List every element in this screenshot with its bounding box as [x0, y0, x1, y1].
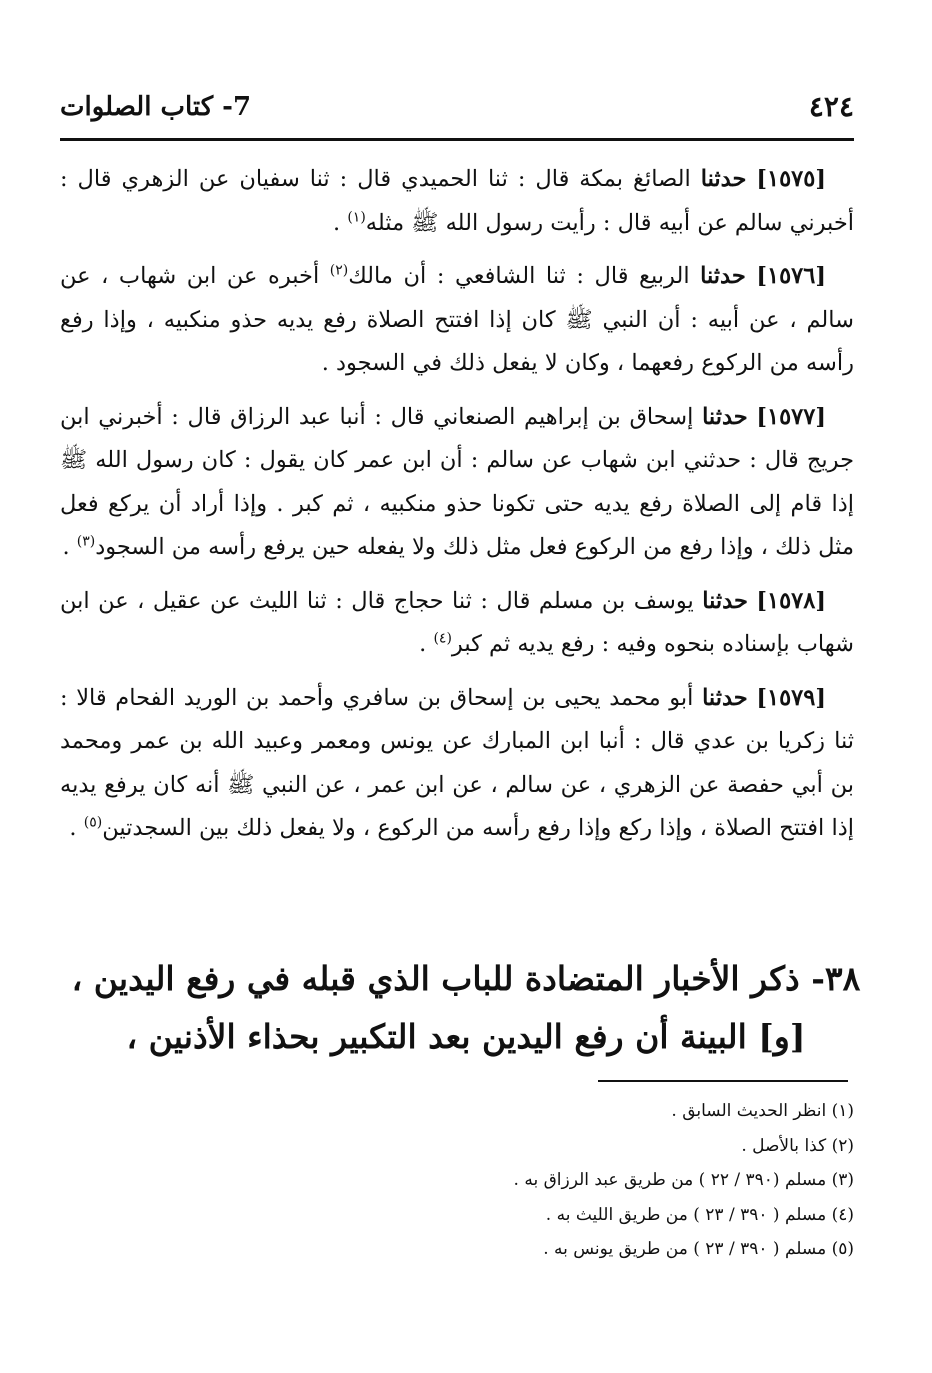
section-heading-line-1: ٣٨- ذكر الأخبار المتضادة للباب الذي قبله في رفع اليدين ، — [71, 959, 861, 998]
hadith-text: إسحاق بن إبراهيم الصنعاني قال : أنبا عبد الرزاق قال : أخبرني ابن جريج قال : حدثني ابن شهاب عن سالم : أن ابن عمر كان يقول : كان رسول الله ﷺ إذا قام إلى الصلاة رفع يديه حتى تكونا حذو منكبيه ، ثم كبر . وإذا أراد أن يركع فعل مثل ذلك ، وإذا رفع من الركوع فعل مثل ذلك ولا يفعله حين يرفع رأسه من السجود — [60, 403, 854, 560]
footnote-5: (٥) مسلم ( ٣٩٠ / ٢٣ ) من طريق يونس به . — [543, 1239, 854, 1259]
footnote-ref: (٢) — [329, 262, 349, 279]
chapter-title: 7- كتاب الصلوات — [60, 92, 252, 122]
page-header — [60, 86, 854, 141]
footnote-divider — [598, 1080, 848, 1082]
hadith-number: [١٥٧٨] — [756, 587, 826, 614]
hadith-number: [١٥٧٧] — [756, 403, 827, 430]
hadith-text: الصائغ بمكة قال : ثنا الحميدي قال : ثنا سفيان عن الزهري قال : أخبرني سالم عن أبيه قال : رأيت رسول الله ﷺ مثله — [60, 166, 854, 236]
hadith-lead: حدثنا — [700, 166, 747, 192]
hadith-tail: . — [62, 534, 77, 560]
hadith-1575 — [60, 158, 854, 245]
page-number: ٤٢٤ — [808, 90, 854, 123]
hadith-tail: أخبره عن ابن شهاب ، عن سالم ، عن أبيه : أن النبي ﷺ كان إذا افتتح الصلاة رفع يديه حذو منكبيه ، وإذا رفع رأسه من الركوع رفعهما ، وكان لا يفعل ذلك في السجود . — [60, 263, 854, 376]
hadith-lead: حدثنا — [702, 587, 748, 614]
hadith-text: الربيع قال : ثنا الشافعي : أن مالك — [348, 263, 690, 289]
hadith-tail: . — [419, 631, 434, 657]
hadith-1577 — [60, 396, 854, 570]
hadith-lead: حدثنا — [702, 403, 748, 430]
hadith-number: [١٥٧٩] — [756, 684, 826, 711]
footnote-ref: (٤) — [433, 630, 452, 647]
hadith-body — [60, 158, 854, 861]
hadith-lead: حدثنا — [702, 684, 748, 711]
footnote-2: (٢) كذا بالأصل . — [741, 1135, 854, 1156]
hadith-1579 — [60, 677, 854, 851]
section-heading — [60, 950, 872, 1066]
hadith-text: أبو محمد يحيى بن إسحاق بن سافري وأحمد بن الوريد الفحام قالا : ثنا زكريا بن عدي قال : أنبا ابن المبارك عن يونس ومعمر وعبيد الله بن عمر ومحمد بن أبي حفصة عن الزهري ، عن سالم ، عن ابن عمر ، عن النبي ﷺ أنه كان يرفع يديه إذا افتتح الصلاة ، وإذا ركع وإذا رفع رأسه من الركوع ، ولا يفعل ذلك بين السجدتين — [60, 684, 854, 841]
footnotes — [60, 1094, 854, 1267]
footnote-ref: (٥) — [83, 814, 103, 831]
hadith-number: [١٥٧٥] — [756, 166, 827, 192]
hadith-text: يوسف بن مسلم قال : ثنا حجاج قال : ثنا الليث عن عقيل ، عن ابن شهاب بإسناده بنحوه وفيه : رفع يديه ثم كبر — [60, 587, 854, 657]
section-heading-line-2: [و] البينة أن رفع اليدين بعد التكبير بحذاء الأذنين ، — [126, 1017, 806, 1056]
footnote-4: (٤) مسلم ( ٣٩٠ / ٢٣ ) من طريق الليث به . — [545, 1204, 854, 1225]
hadith-tail: . — [333, 209, 348, 236]
hadith-tail: . — [69, 815, 84, 841]
hadith-number: [١٥٧٦] — [756, 263, 826, 289]
hadith-1578 — [60, 580, 854, 667]
hadith-lead: حدثنا — [700, 263, 746, 289]
footnote-ref: (٣) — [76, 533, 96, 550]
footnote-ref: (١) — [347, 209, 366, 225]
hadith-1576 — [60, 255, 854, 386]
footnote-1: (١) انظر الحديث السابق . — [671, 1101, 854, 1121]
footnote-3: (٣) مسلم (٣٩٠ / ٢٢ ) من طريق عبد الرزاق به . — [513, 1170, 854, 1190]
